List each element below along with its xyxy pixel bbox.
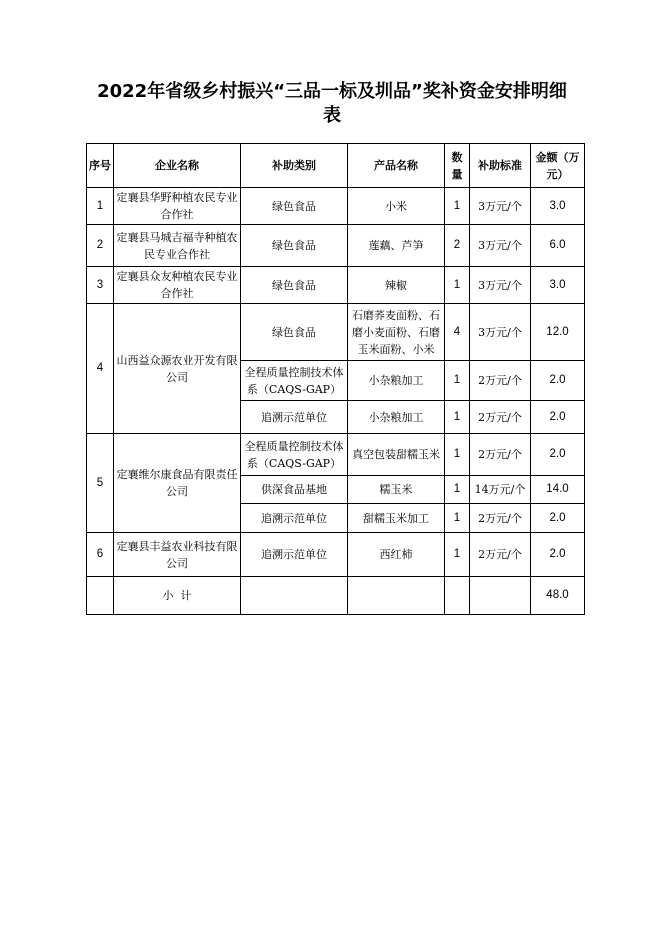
row-product: 甜糯玉米加工 [348,504,445,533]
row-amount: 12.0 [531,304,585,361]
row-amount: 2.0 [531,434,585,476]
row-category: 绿色食品 [241,304,348,361]
title-line-1: 2022年省级乡村振兴“三品一标及圳品”奖补资金安排明细 [97,81,567,102]
row-amount: 14.0 [531,476,585,504]
row-product: 西红柿 [348,533,445,577]
row-product: 石磨荞麦面粉、石磨小麦面粉、石磨玉米面粉、小米 [348,304,445,361]
header-no: 序号 [87,144,114,188]
row-product: 莲藕、芦笋 [348,225,445,267]
row-category: 绿色食品 [241,267,348,304]
row-category: 绿色食品 [241,225,348,267]
subtotal-no-cell [87,577,114,615]
row-standard: 14万元/个 [470,476,531,504]
row-qty: 2 [445,225,470,267]
subtotal-category-cell [241,577,348,615]
row-amount: 2.0 [531,533,585,577]
row-amount: 3.0 [531,267,585,304]
row-category: 追溯示范单位 [241,504,348,533]
header-category: 补助类别 [241,144,348,188]
subtotal-label: 小 计 [114,577,241,615]
row-qty: 1 [445,434,470,476]
row-qty: 1 [445,188,470,225]
row-category: 全程质量控制技术体系（CAQS-GAP） [241,434,348,476]
row-no: 1 [87,188,114,225]
row-no: 3 [87,267,114,304]
row-qty: 1 [445,361,470,401]
header-company: 企业名称 [114,144,241,188]
title-line-2: 表 [323,105,341,126]
subtotal-row [87,577,585,615]
row-qty: 1 [445,533,470,577]
row-qty: 1 [445,267,470,304]
row-no: 5 [87,434,114,533]
header-amount: 金额（万元） [531,144,585,188]
row-company: 定襄县众友种植农民专业合作社 [114,267,241,304]
header-standard: 补助标准 [470,144,531,188]
row-category: 追溯示范单位 [241,533,348,577]
row-standard: 3万元/个 [470,188,531,225]
row-amount: 6.0 [531,225,585,267]
row-standard: 2万元/个 [470,361,531,401]
row-product: 糯玉米 [348,476,445,504]
row-standard: 2万元/个 [470,533,531,577]
row-standard: 2万元/个 [470,401,531,434]
row-no: 6 [87,533,114,577]
row-company: 山西益众源农业开发有限公司 [114,304,241,434]
row-category: 绿色食品 [241,188,348,225]
row-qty: 4 [445,304,470,361]
row-qty: 1 [445,401,470,434]
table-row [87,267,585,304]
row-company: 定襄维尔康食品有限责任公司 [114,434,241,533]
header-qty: 数量 [445,144,470,188]
document-title [80,80,584,128]
header-row [87,144,585,188]
row-standard: 3万元/个 [470,225,531,267]
row-standard: 2万元/个 [470,434,531,476]
row-qty: 1 [445,504,470,533]
funding-table [86,143,585,615]
row-amount: 2.0 [531,504,585,533]
table-row [87,188,585,225]
row-qty: 1 [445,476,470,504]
row-amount: 2.0 [531,361,585,401]
row-standard: 3万元/个 [470,267,531,304]
table-row [87,304,585,361]
row-company: 定襄县马城吉福寺种植农民专业合作社 [114,225,241,267]
row-amount: 3.0 [531,188,585,225]
row-product: 小米 [348,188,445,225]
row-company: 定襄县华野种植农民专业合作社 [114,188,241,225]
table-row [87,225,585,267]
row-standard: 2万元/个 [470,504,531,533]
subtotal-amount: 48.0 [531,577,585,615]
row-product: 辣椒 [348,267,445,304]
row-category: 全程质量控制技术体系（CAQS-GAP） [241,361,348,401]
row-product: 真空包装甜糯玉米 [348,434,445,476]
row-company: 定襄县丰益农业科技有限公司 [114,533,241,577]
table-row [87,533,585,577]
row-no: 4 [87,304,114,434]
subtotal-product-cell [348,577,445,615]
row-product: 小杂粮加工 [348,361,445,401]
row-amount: 2.0 [531,401,585,434]
header-product: 产品名称 [348,144,445,188]
subtotal-qty-cell [445,577,470,615]
row-no: 2 [87,225,114,267]
row-category: 追溯示范单位 [241,401,348,434]
subtotal-standard-cell [470,577,531,615]
row-category: 供深食品基地 [241,476,348,504]
row-standard: 3万元/个 [470,304,531,361]
table-row [87,434,585,476]
row-product: 小杂粮加工 [348,401,445,434]
